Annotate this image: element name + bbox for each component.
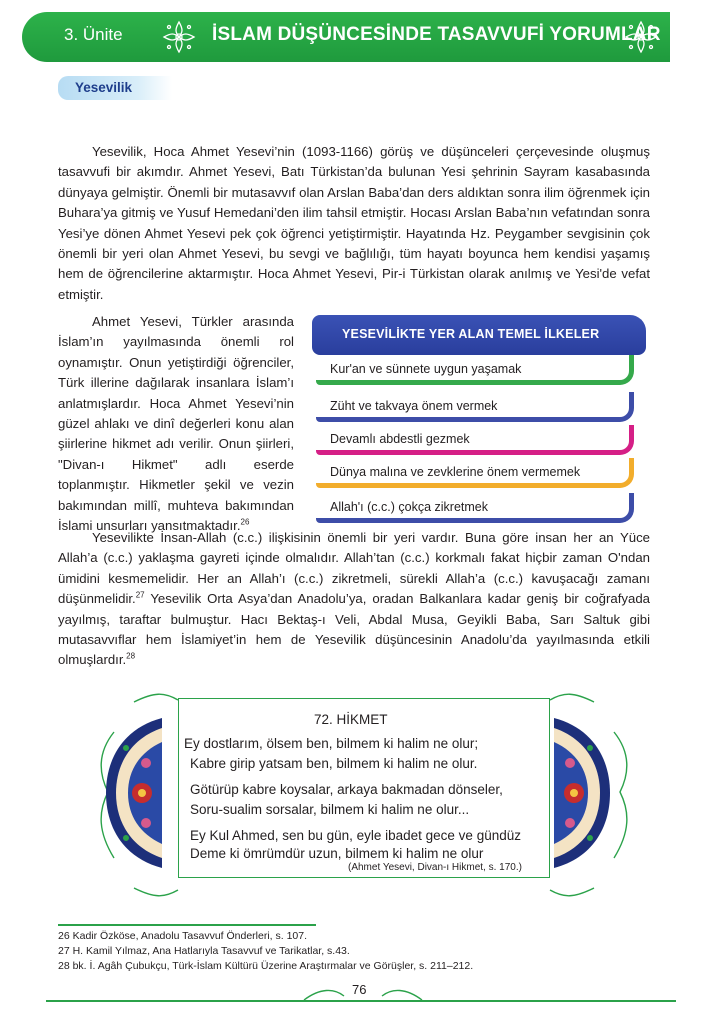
principle-item-5	[316, 493, 634, 523]
footnote-ref-26: 26	[240, 517, 250, 527]
paragraph-spread	[58, 528, 650, 671]
footnote-27: 27 H. Kamil Yılmaz, Ana Hatlarıyla Tasavvuf ve Tarikatlar, s.43.	[58, 945, 350, 957]
principles-box-title-bar	[312, 315, 646, 355]
floral-medallion-right-icon	[554, 718, 614, 868]
page-number: 76	[352, 982, 367, 997]
footnote-ref-28: 28	[126, 652, 136, 662]
paragraph-intro: Yesevilik, Hoca Ahmet Yesevi’nin (1093-1166) görüş ve düşünceleri çerçevesinde oluşmuş tasavvufi bir akımdır. Ahmet Yesevi, Batı Türkistan’da bulunan Yesi şehrinin Sayram kasabasında dünyaya gelmiştir. Önemli bir mutasavvıf olan Arslan Baba’dan ders aldıktan sonra ilim öğrenmek için Buhara’ya gitmiş ve Yusuf Hemedani’den ilim tahsil etmiştir. Hocası Arslan Baba’nın vefatından sonra Yesi’ye dönen Ahmet Yesevi pek çok öğrenci yetiştirmiştir. Hayatında Hz. Peygamber sevgisinin çok önemli bir yeri olan Ahmet Yesevi, bu sevgi ve bağlılığı, tüm hayatı boyunca hem kendisi yaşamış hem de öğrencilerine aktarmıştır. Hoca Ahmet Yesevi, Pir-i Türkistan olarak anılmış ve Yesi'de vefat etmiştir.	[58, 144, 650, 302]
unit-label: 3. Ünite	[64, 25, 123, 44]
paragraph-hikmet-text: Ahmet Yesevi, Türkler arasında İslam’ın yayılmasında önemli rol oynamıştır. Onun yetiştirdiği öğrenciler, Türk illerine dağılarak insanlara İslam’ı anlatmışlardır. Hoca Ahmet Yesevi’nin güzel ahlakı ve dinî değerleri konu alan şiirlerine hikmet adı verilir. Onun şiirleri, "Divan-ı Hikmet" adlı eserde toplanmıştır. Hikmetler şekil ve vezin bakımından millî, muhteva bakımından İslami unsurları yansıtmaktadır.	[58, 314, 294, 534]
poem-line: Soru-sualim sorsalar, bilmem ki halim ne olur...	[190, 802, 470, 817]
poem-line: Ey dostlarım, ölsem ben, bilmem ki halim ne olur;	[184, 736, 479, 751]
footnote-28: 28 bk. İ. Agâh Çubukçu, Türk-İslam Kültürü Üzerine Araştırmalar ve Görüşler, s. 211–212.	[58, 960, 474, 972]
principle-item-1	[316, 355, 634, 385]
footnote-divider	[58, 924, 316, 926]
section-heading	[58, 76, 172, 100]
unit-header-bar	[22, 12, 670, 62]
poem-line: Deme ki ömrümdür uzun, bilmem ki halim ne olur	[190, 846, 484, 861]
poem-line: Götürüp kabre koysalar, arkaya bakmadan dönseler,	[190, 782, 503, 797]
principles-box-title: YESEVİLİKTE YER ALAN TEMEL İLKELER	[342, 327, 600, 341]
poem-source: (Ahmet Yesevi, Divan-ı Hikmet, s. 170.)	[348, 862, 522, 873]
poem-frame	[94, 692, 634, 900]
floral-medallion-left-icon	[102, 718, 162, 868]
ornament-left-icon	[162, 20, 196, 54]
principle-label: Kur'an ve sünnete uygun yaşamak	[330, 362, 522, 376]
principle-label: Devamlı abdestli gezmek	[330, 432, 470, 446]
principle-item-2	[316, 392, 634, 422]
principle-label: Allah'ı (c.c.) çokça zikretmek	[330, 500, 488, 514]
principle-item-4	[316, 458, 634, 488]
footnote-26: 26 Kadir Özköse, Anadolu Tasavvuf Önderleri, s. 107.	[58, 930, 308, 942]
principles-box	[312, 315, 646, 523]
section-heading-label: Yesevilik	[75, 80, 133, 95]
paragraph-spread-text-a: Yesevilikte İnsan-Allah (c.c.) ilişkisinin önemli bir yeri vardır. Buna göre insan her an Yüce Allah’a (c.c.) yaklaşma gayreti içinde olmalıdır. Allah’tan (c.c.) korkmalı fakat hiçbir zaman O'ndan ümidini kesmemelidir. Her an Allah’ı (c.c.) zikretmeli, sürekli Allah’a (c.c.) kavuşacağı zamanı düşünmelidir.	[58, 530, 650, 607]
paragraph-hikmet	[58, 312, 294, 536]
poem-line: Ey Kul Ahmed, sen bu gün, eyle ibadet gece ve gündüz	[190, 828, 521, 843]
footnote-ref-27: 27	[135, 590, 145, 600]
poem-title: 72. HİKMET	[314, 712, 388, 727]
ornament-right-icon	[624, 20, 658, 54]
unit-title: İSLAM DÜŞÜNCESİNDE TASAVVUFİ YORUMLAR	[212, 24, 661, 45]
poem-line: Kabre girip yatsam ben, bilmem ki halim ne olur.	[190, 756, 478, 771]
principle-label: Züht ve takvaya önem vermek	[330, 399, 498, 413]
principle-item-3	[316, 425, 634, 455]
principle-label: Dünya malına ve zevklerine önem vermemek	[330, 465, 581, 479]
paragraph-spread-text-b: Yesevilik Orta Asya’dan Anadolu’ya, oradan Balkanlara kadar geniş bir coğrafyada yayılmış, taraftar bulmuştur. Hacı Bektaş-ı Veli, Abdal Musa, Geyikli Baba, Sarı Saltuk gibi mutasavvıflar hem İslamiyet’in hem de Yesevilik düşüncesinin Anadolu’da yayılmasında etkili olmuşlardır.	[58, 591, 650, 668]
